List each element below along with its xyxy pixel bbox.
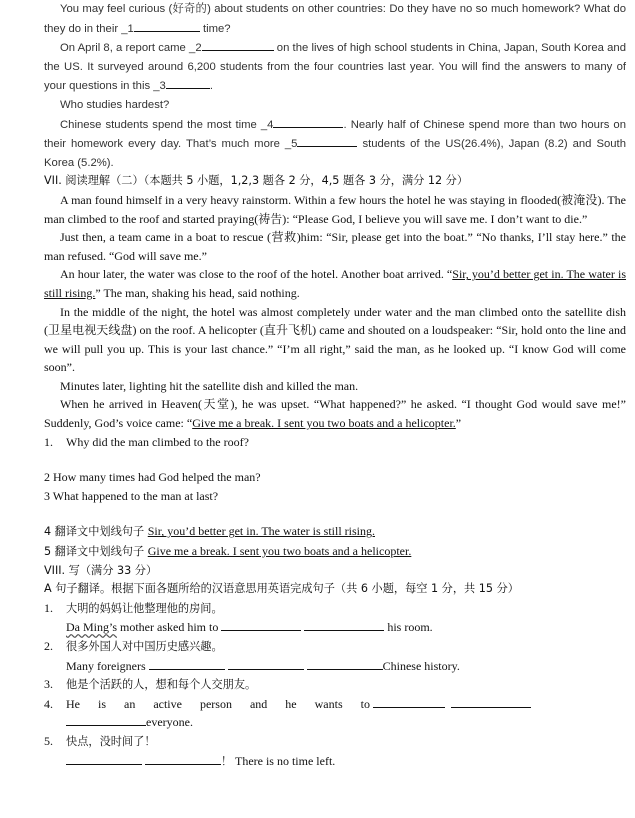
story-text: ” The man, shaking his head, said nothing.: [95, 285, 300, 300]
item-number: 4.: [44, 696, 53, 711]
answer-text: He is an active person and he wants to: [66, 696, 370, 711]
question-5: [44, 542, 626, 562]
blank-4[interactable]: [273, 115, 343, 128]
chinese-prompt: 他是个活跃的人，想和每个人交朋友。: [66, 678, 257, 692]
answer-blank[interactable]: [149, 657, 225, 670]
blank-3[interactable]: [166, 76, 210, 89]
answer-blank[interactable]: [221, 618, 301, 631]
answer-blank[interactable]: [451, 695, 531, 708]
question-2: 2 How many times had God helped the man?: [44, 470, 261, 485]
story-text: When he arrived in Heaven(天堂), he was upset. “What happened?” he asked. “I thought God would save me!” Suddenly, God’s voice came: “: [44, 397, 626, 431]
cloze-paragraph-1: [44, 0, 626, 38]
answer-space[interactable]: [44, 505, 626, 522]
question-3: 3 What happened to the man at last?: [44, 488, 219, 503]
cloze-paragraph-3: [44, 115, 626, 173]
question-1: [44, 433, 626, 452]
cloze-text: students of the US(26.4%), Japan (8.2) and South Korea (5.2%).: [44, 138, 626, 169]
cloze-text: Chinese students spend the most time _4: [60, 118, 274, 131]
answer-text: Chinese history.: [382, 658, 460, 673]
item-number: 1.: [44, 600, 53, 615]
blank-1[interactable]: [134, 19, 200, 32]
underlined-sentence-ref: Sir, you’d better get in. The water is still rising.: [147, 524, 375, 539]
underlined-sentence-ref: Give me a break. I sent you two boats and a helicopter.: [147, 544, 412, 559]
section-7-title: VII. 阅读理解（二）（本题共 5 小题，1,2,3 题各 2 分，4,5 题各 3 分，满分 12 分）: [44, 174, 469, 188]
question-text: 5 翻译文中划线句子: [44, 545, 148, 559]
item-number: 3.: [44, 677, 53, 692]
story-paragraph-5: Minutes later, lighting hit the satellite dish and killed the man.: [60, 378, 359, 393]
section-8-title: VIII. 写（满分 33 分）: [44, 563, 158, 577]
translation-item-5: [44, 732, 626, 752]
answer-blank[interactable]: [307, 657, 383, 670]
question-4: [44, 522, 626, 542]
answer-space[interactable]: [44, 451, 626, 468]
story-text: ”: [455, 416, 462, 431]
blank-2[interactable]: [202, 38, 274, 51]
underlined-sentence-2: Give me a break. I sent you two boats and a helicopter.: [192, 416, 456, 431]
answer-text: mother asked him to: [117, 620, 222, 635]
answer-text: ！: [221, 754, 233, 768]
story-paragraph-6: [44, 395, 626, 432]
translation-item-2: [44, 637, 626, 657]
answer-text: Da Ming’s: [66, 620, 117, 635]
story-text: An hour later, the water was close to the roof of the hotel. Another boat arrived. “: [60, 267, 453, 282]
cloze-text: On April 8, a report came _2: [60, 42, 202, 55]
answer-blank[interactable]: [228, 657, 304, 670]
cloze-text: You may feel curious (好奇的) about students on other countries: Do they have no so much homework? What do they do in their _1: [44, 3, 626, 35]
underlined-sentence-1: Sir, you’d better get in. The water is still rising.: [44, 267, 627, 300]
answer-text: Many foreigners: [66, 658, 149, 673]
answer-blank[interactable]: [304, 618, 384, 631]
answer-text: his room.: [384, 620, 433, 635]
question-number: 1.: [44, 434, 53, 449]
cloze-heading: Who studies hardest?: [60, 98, 170, 111]
cloze-text: time?: [199, 22, 231, 35]
question-text: 4 翻译文中划线句子: [44, 525, 148, 539]
translation-answer-1: [44, 618, 626, 637]
cloze-text: on the lives of high school students in China, Japan, South Korea and the US. It surveyed around 6,200 students from the four countries last year. You will find the answers to many of your questions in this _3: [44, 42, 626, 93]
translation-item-3: [44, 675, 626, 695]
answer-blank[interactable]: [66, 713, 146, 726]
answer-text: everyone.: [146, 715, 193, 730]
story-paragraph-2: Just then, a team came in a boat to rescue (营救)him: “Sir, please get into the boat.” “No thanks, I’ll stay here.” the man refused. “God will save me.”: [44, 230, 626, 263]
translation-answer-5: [44, 752, 626, 772]
chinese-prompt: 快点，没时间了！: [66, 734, 156, 748]
blank-5[interactable]: [297, 134, 357, 147]
item-number: 5.: [44, 733, 53, 748]
translation-answer-2: [44, 657, 626, 676]
story-paragraph-1: A man found himself in a very heavy rainstorm. Within a few hours the hotel he was staying in flooded(被淹没). The man climbed to the roof and started praying(祷告): “Please God, I believe you will save me. I don’t want to die.”: [44, 192, 626, 226]
answer-blank[interactable]: [373, 695, 445, 708]
translation-item-1: [44, 599, 626, 619]
answer-text: There is no time left.: [232, 753, 336, 768]
question-text: Why did the man climbed to the roof?: [66, 434, 249, 449]
cloze-text: .: [209, 80, 213, 93]
item-number: 2.: [44, 639, 53, 653]
translation-item-4: [44, 695, 626, 714]
part-a-instructions: A 句子翻译。根据下面各题所给的汉语意思用英语完成句子（共 6 小题，每空 1 分，共 15 分）: [44, 582, 519, 596]
translation-answer-4: [44, 713, 626, 732]
story-paragraph-4: In the middle of the night, the hotel was almost completely under water and the man climbed onto the satellite dish (卫星电视天线盘) on the roof. A helicopter (直升飞机) came and shouted on a loudspeaker: “Sir, hold onto the line and we will pull you up. This is your last chance.” “I’m all right,” said the man, as he looked up. “I know God will come soon”.: [44, 304, 626, 375]
story-paragraph-3: [44, 265, 626, 302]
answer-blank[interactable]: [145, 752, 221, 765]
chinese-prompt: 很多外国人对中国历史感兴趣。: [66, 640, 223, 653]
cloze-text: . Nearly half of Chinese spend more than two hours on their homework every day. That’s much more _5: [44, 118, 627, 151]
chinese-prompt: 大明的妈妈让他整理他的房间。: [66, 601, 223, 615]
answer-blank[interactable]: [66, 752, 142, 765]
cloze-paragraph-2: [44, 38, 626, 96]
